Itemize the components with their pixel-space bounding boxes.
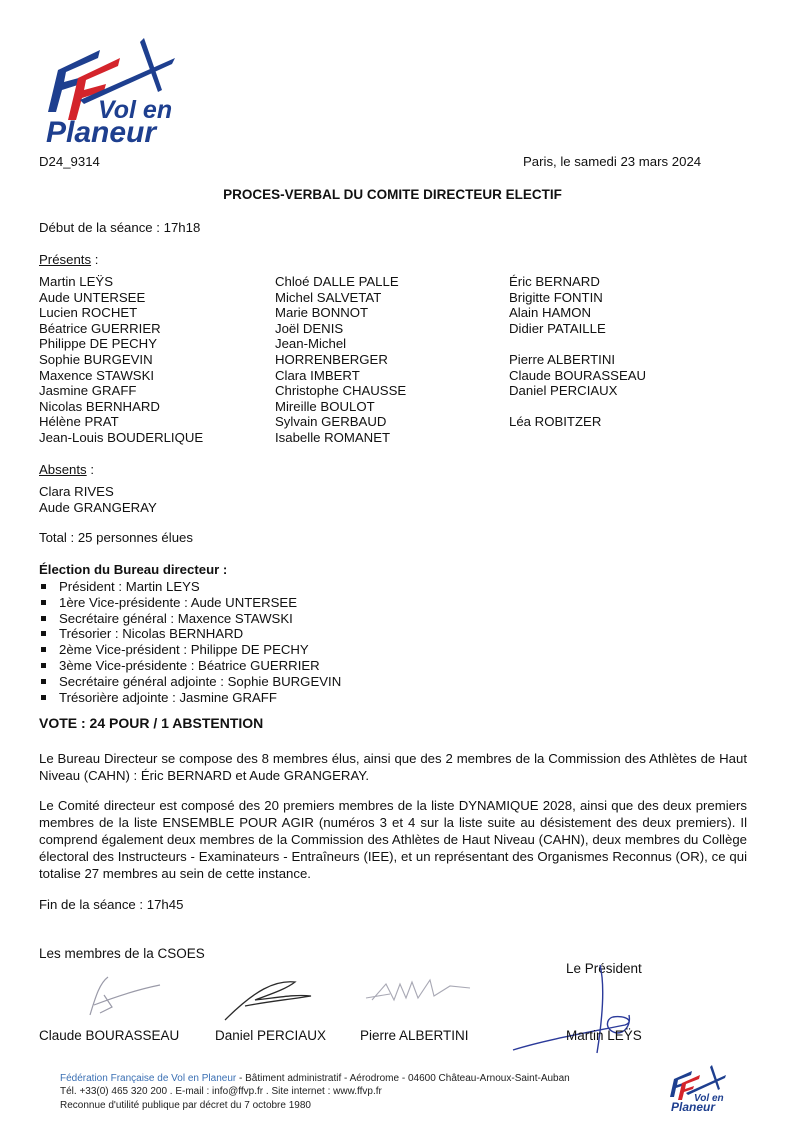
member-name: HORRENBERGER <box>275 351 388 367</box>
presents-column-3 <box>509 274 646 430</box>
member-name: Aude UNTERSEE <box>39 289 146 305</box>
member-name: Sophie BURGEVIN <box>39 351 153 367</box>
member-name: Clara IMBERT <box>275 367 360 383</box>
presents-column-2 <box>275 274 406 446</box>
presents-heading: Présents : <box>39 252 99 267</box>
members-label: Les membres de la CSOES <box>39 946 205 961</box>
member-name: Éric BERNARD <box>509 274 600 289</box>
signatory-name: Claude BOURASSEAU <box>39 1028 180 1043</box>
member-name: Jean-Michel <box>275 336 347 352</box>
svg-text:Vol en: Vol en <box>694 1093 724 1104</box>
member-name: Brigitte FONTIN <box>509 289 603 305</box>
election-item: 2ème Vice-président : Philippe DE PECHY <box>39 642 341 658</box>
member-name: Martin LEŸS <box>39 274 114 289</box>
election-item: 3ème Vice-présidente : Béatrice GUERRIER <box>39 658 341 674</box>
election-item: Trésorière adjointe : Jasmine GRAFF <box>39 690 341 706</box>
vote-result: VOTE : 24 POUR / 1 ABSTENTION <box>39 715 264 731</box>
election-item: 1ère Vice-présidente : Aude UNTERSEE <box>39 595 341 611</box>
footer-contact: Tél. +33(0) 465 320 200 . E-mail : info@ffvp.fr . Site internet : www.ffvp.fr <box>60 1086 382 1098</box>
election-item: Président : Martin LEYS <box>39 579 341 595</box>
signatory-name: Martin LEŸS <box>566 1028 642 1043</box>
signature-bourasseau <box>60 965 180 1025</box>
ffvp-logo <box>40 30 180 150</box>
document-title: PROCES-VERBAL DU COMITE DIRECTEUR ELECTIF <box>223 187 562 202</box>
member-name: Maxence STAWSKI <box>39 367 155 383</box>
svg-text:Vol en: Vol en <box>98 96 173 124</box>
signature-leys <box>505 955 655 1060</box>
absent-name: Clara RIVES <box>39 484 114 499</box>
member-name: Alain HAMON <box>509 305 592 321</box>
absents-list <box>39 484 157 515</box>
election-item: Secrétaire général : Maxence STAWSKI <box>39 611 341 627</box>
absents-heading: Absents : <box>39 462 94 477</box>
member-name: Didier PATAILLE <box>509 320 606 336</box>
member-name: Christophe CHAUSSE <box>275 383 407 399</box>
member-name: Nicolas BERNHARD <box>39 398 160 414</box>
footer-org: Fédération Française de Vol en Planeur <box>60 1073 237 1084</box>
signatory-name: Daniel PERCIAUX <box>215 1028 327 1043</box>
member-name: Hélène PRAT <box>39 414 119 430</box>
member-name: Béatrice GUERRIER <box>39 320 161 336</box>
paragraph-comite: Le Comité directeur est composé des 20 premiers membres de la liste DYNAMIQUE 2028, ainsi que des deux premiers membres de la liste ENSEMBLE POUR AGIR (numéros 3 et 4 sur la liste suite au désistement des deux premiers). Il comprend également deux membres de la Commission des Athlètes de Haut Niveau (CAHN), deux membres du Collège électoral des Instructeurs - Examinateurs - Entraîneurs (IEE), et un représentant des Organismes Reconnus (OR), ce qui totalise 27 membres au sein de cette instance. <box>39 798 747 881</box>
end-time: Fin de la séance : 17h45 <box>39 897 184 912</box>
election-list <box>39 579 341 705</box>
member-name: Daniel PERCIAUX <box>509 383 618 399</box>
start-time: Début de la séance : 17h18 <box>39 220 201 235</box>
member-name: Chloé DALLE PALLE <box>275 274 399 289</box>
member-name: Sylvain GERBAUD <box>275 414 387 430</box>
election-item: Secrétaire général adjointe : Sophie BURGEVIN <box>39 674 341 690</box>
member-name: Marie BONNOT <box>275 305 369 321</box>
svg-text:Planeur: Planeur <box>671 1100 716 1113</box>
svg-text:Planeur: Planeur <box>46 116 157 149</box>
footer-decree: Reconnue d'utilité publique par décret du 7 octobre 1980 <box>60 1099 311 1111</box>
member-name: Philippe DE PECHY <box>39 336 158 352</box>
election-item: Trésorier : Nicolas BERNHARD <box>39 626 341 642</box>
member-name: Pierre ALBERTINI <box>509 351 616 367</box>
member-name: Mireille BOULOT <box>275 398 375 414</box>
member-name: Jasmine GRAFF <box>39 383 137 399</box>
signature-albertini <box>360 970 490 1010</box>
document-reference: D24_9314 <box>39 154 100 169</box>
signature-perciaux <box>215 970 325 1025</box>
ffvp-small-logo <box>668 1063 728 1113</box>
member-name: Lucien ROCHET <box>39 305 138 321</box>
absent-name: Aude GRANGERAY <box>39 499 157 515</box>
member-name: Joël DENIS <box>275 320 344 336</box>
place-date: Paris, le samedi 23 mars 2024 <box>523 154 702 169</box>
footer <box>60 1072 570 1112</box>
member-name: Michel SALVETAT <box>275 289 382 305</box>
member-name: Claude BOURASSEAU <box>509 367 647 383</box>
footer-address: - Bâtiment administratif - Aérodrome - 04600 Château-Arnoux-Saint-Auban <box>236 1073 570 1084</box>
member-name: Jean-Louis BOUDERLIQUE <box>39 429 204 445</box>
member-name: Isabelle ROMANET <box>275 429 391 445</box>
presents-column-1 <box>39 274 203 446</box>
paragraph-bureau: Le Bureau Directeur se compose des 8 membres élus, ainsi que des 2 membres de la Commission des Athlètes de Haut Niveau (CAHN) : Éric BERNARD et Aude GRANGERAY. <box>39 751 747 783</box>
election-heading: Élection du Bureau directeur : <box>39 562 228 577</box>
total-elected: Total : 25 personnes élues <box>39 530 193 545</box>
signatory-name: Pierre ALBERTINI <box>360 1028 469 1043</box>
president-label: Le Président <box>566 961 642 976</box>
member-name: Léa ROBITZER <box>509 414 602 430</box>
